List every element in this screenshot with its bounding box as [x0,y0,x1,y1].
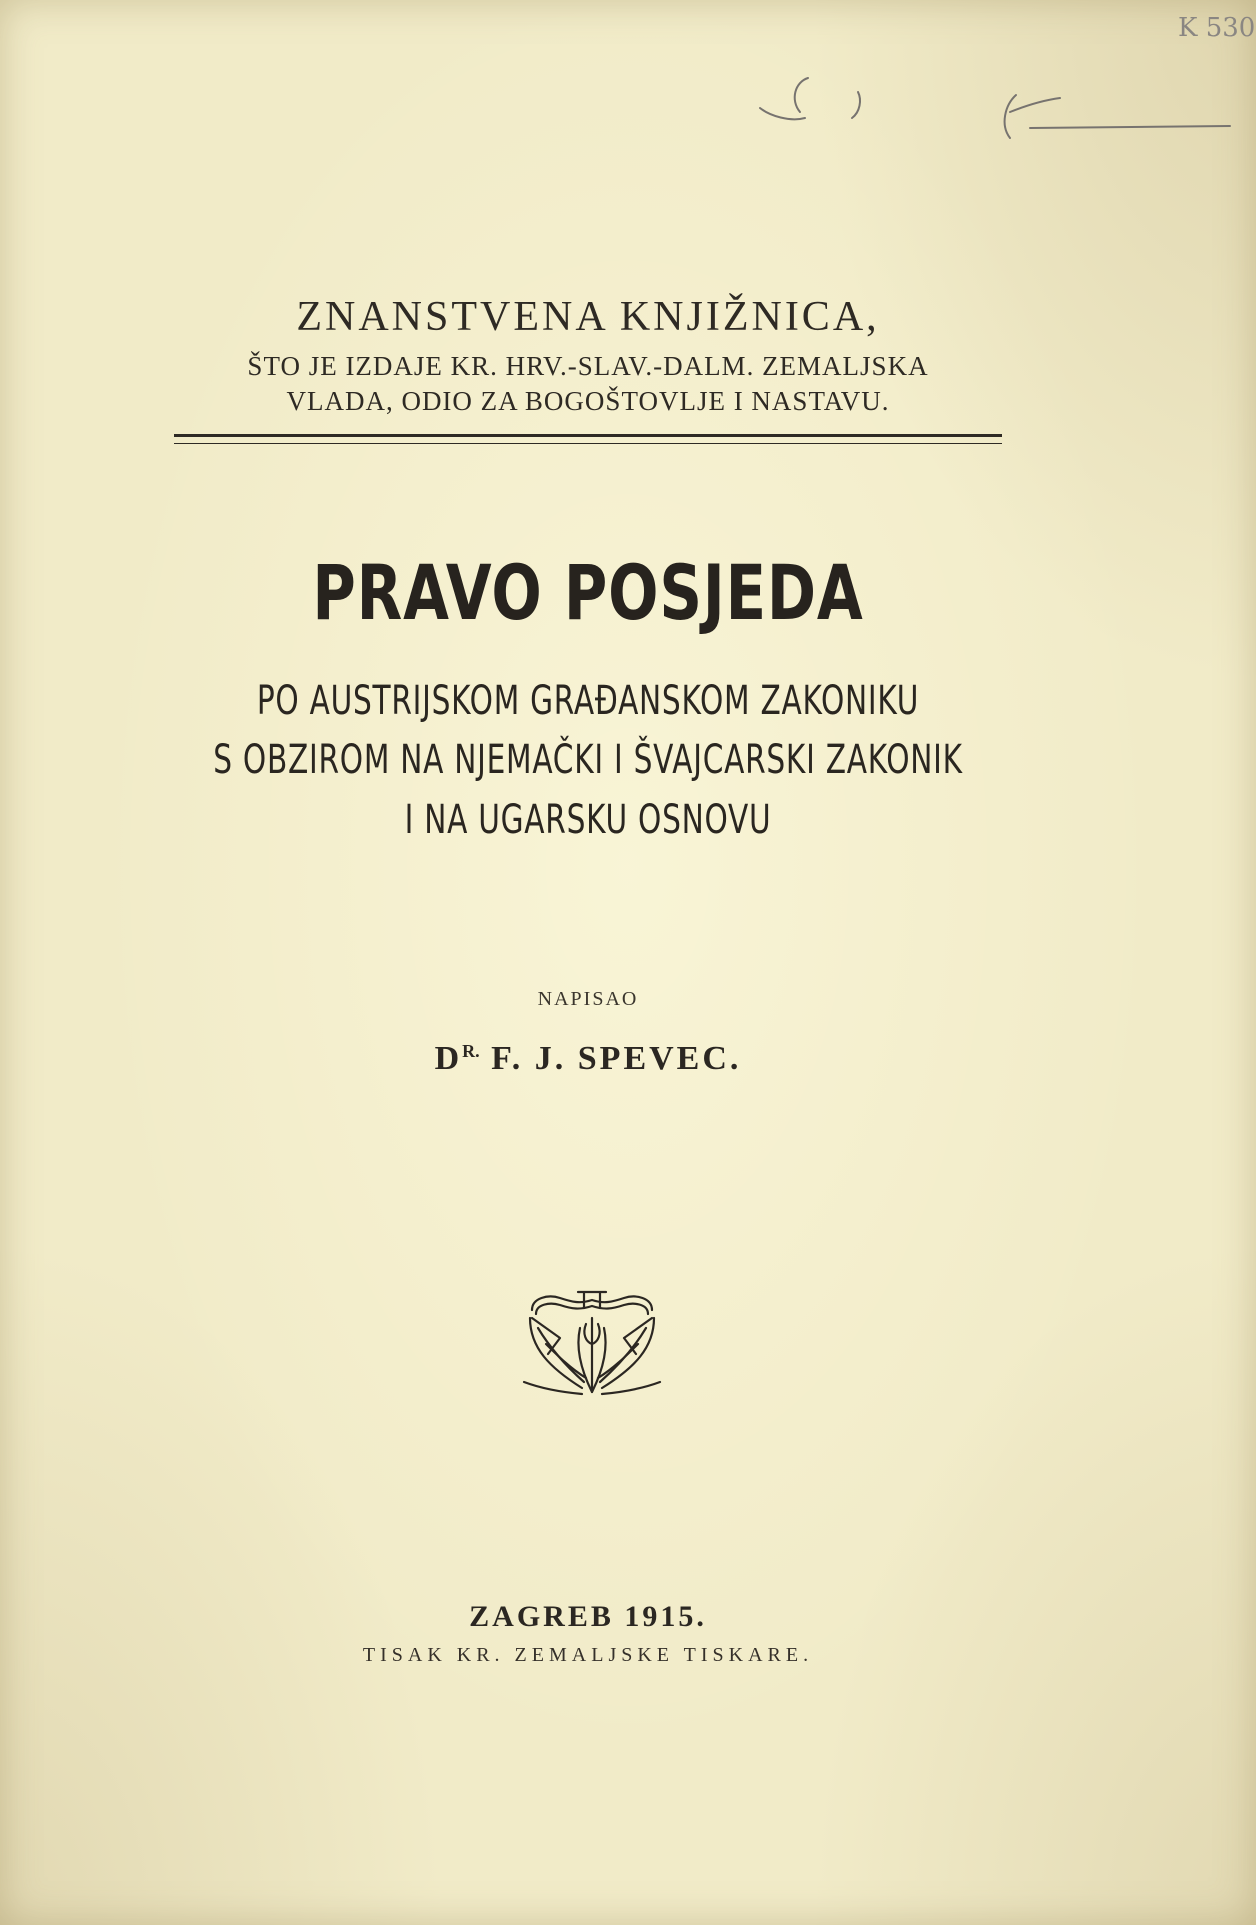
book-title: PRAVO POSJEDA [312,548,864,637]
series-publisher-line-2: VLADA, ODIO ZA BOGOŠTOVLJE I NASTAVU. [286,386,890,416]
author-title-prefix: D [434,1040,463,1077]
author-name [0,1040,1176,1078]
author-label: NAPISAO [537,988,639,1010]
handwritten-pencil-marks [0,0,1256,200]
double-rule-bottom [174,443,1002,444]
publication-place-year: ZAGREB 1915. [469,1600,707,1633]
series-publisher-line-1: ŠTO JE IZDAJE KR. HRV.-SLAV.-DALM. ZEMALJSKA [247,351,929,381]
book-subtitle-line-1: PO AUSTRIJSKOM GRAĐANSKOM ZAKONIKU [256,678,920,724]
double-rule-top [174,434,1002,437]
author-name-text: F. J. SPEVEC. [479,1040,742,1077]
art-nouveau-ornament-icon [520,1288,664,1398]
author-title-superscript: R. [462,1041,480,1061]
book-subtitle-line-3: I NA UGARSKU OSNOVU [404,797,772,843]
shelf-mark: K 530 [1178,13,1256,43]
book-subtitle-line-2: S OBZIROM NA NJEMAČKI I ŠVAJCARSKI ZAKONIK [213,737,963,783]
printer-name: TISAK KR. ZEMALJSKE TISKARE. [362,1644,814,1666]
series-title: ZNANSTVENA KNJIŽNICA, [296,294,880,340]
